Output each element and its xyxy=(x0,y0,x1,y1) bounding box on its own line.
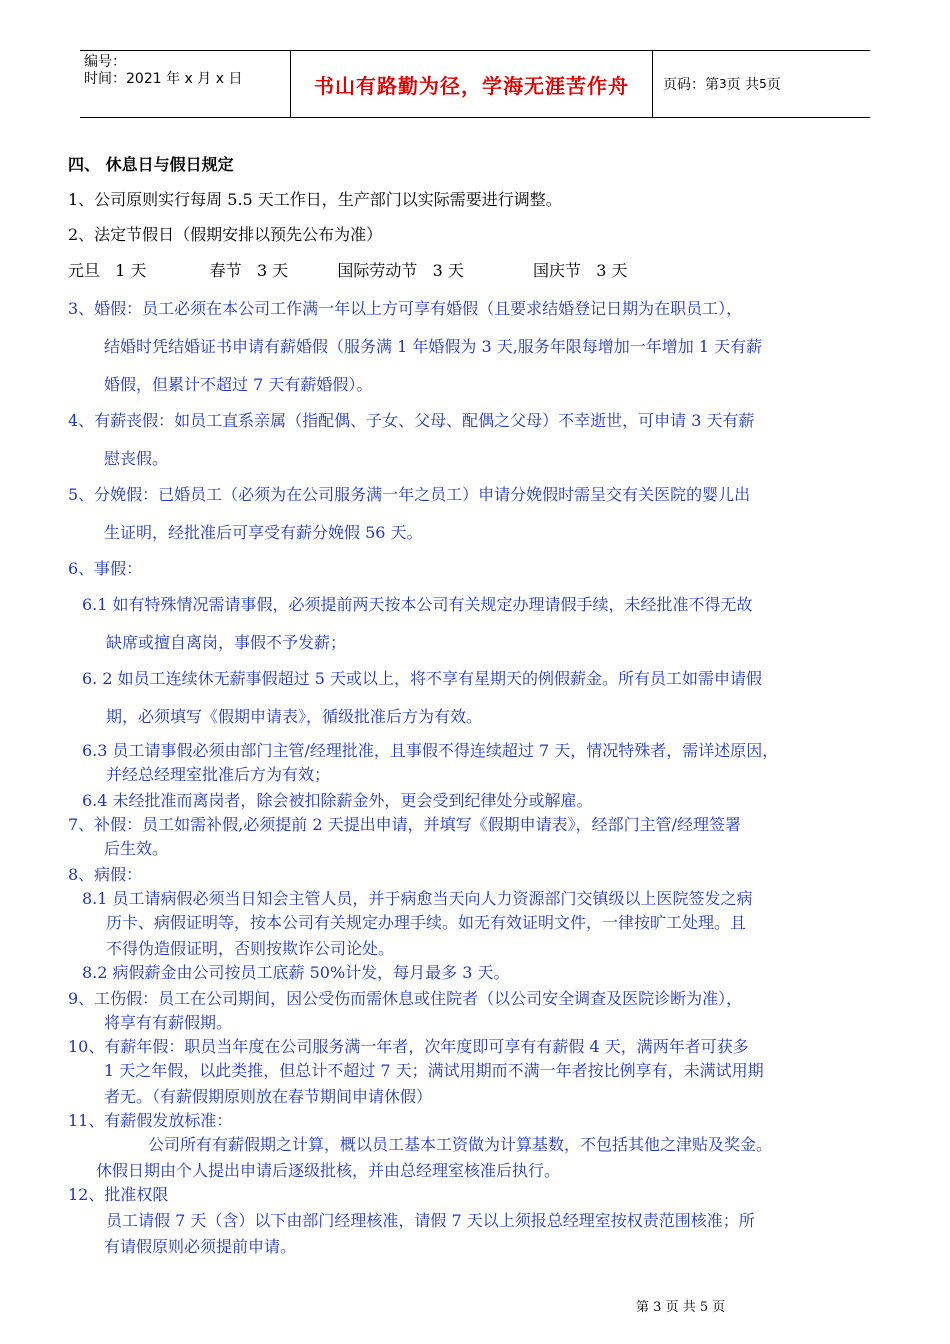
page-header xyxy=(80,50,870,118)
body-line: 缺席或擅自离岗，事假不予发薪； xyxy=(106,633,347,652)
body-line: 8.1 员工请病假必须当日知会主管人员，并于病愈当天向人力资源部门交镇级以上医院签发之病 xyxy=(82,889,753,908)
body-line: 4、有薪丧假：如员工直系亲属（指配偶、子女、父母、配偶之父母）不幸逝世，可申请 3 天有薪 xyxy=(68,411,755,430)
footer-total: 5 xyxy=(699,1300,709,1315)
body-line: 5、分娩假：已婚员工（必须为在公司服务满一年之员工）申请分娩假时需呈交有关医院的婴儿出 xyxy=(68,485,751,504)
page-suffix: 页 xyxy=(766,77,781,93)
body-line: 6.1 如有特殊情况需请事假，必须提前两天按本公司有关规定办理请假手续，未经批准不得无故 xyxy=(82,595,753,614)
header-motto: 书山有路勤为径，学海无涯苦作舟 xyxy=(290,51,653,117)
body-line: 6. 2 如员工连续休无薪事假超过 5 天或以上，将不享有星期天的例假薪金。所有员工如需申请假 xyxy=(82,669,762,688)
body-line: 将享有有薪假期。 xyxy=(104,1013,233,1032)
body-line: 并经总经理室批准后方为有效； xyxy=(106,765,331,784)
body-line: 婚假，但累计不超过 7 天有薪婚假）。 xyxy=(104,375,373,394)
body-line: 8、病假： xyxy=(68,865,143,884)
body-line: 6.4 未经批准而离岗者，除会被扣除薪金外，更会受到纪律处分或解雇。 xyxy=(82,791,593,810)
body-line: 8.2 病假薪金由公司按员工底薪 50%计发，每月最多 3 天。 xyxy=(82,963,510,982)
body-line: 历卡、病假证明等，按本公司有关规定办理手续。如无有效证明文件，一律按旷工处理。且 xyxy=(106,913,747,932)
body-line: 有请假原则必须提前申请。 xyxy=(104,1237,297,1256)
holiday-item: 国庆节 3 天 xyxy=(532,261,628,280)
holiday-item: 国际劳动节 3 天 xyxy=(337,261,464,280)
body-line: 期，必须填写《假期申请表》，循级批准后方为有效。 xyxy=(106,707,483,726)
body-line: 11、有薪假发放标准： xyxy=(68,1111,233,1130)
body-line: 1 天之年假，以此类推，但总计不超过 7 天；满试用期而不满一年者按比例享有，未满试用期 xyxy=(104,1061,764,1080)
body-line: 12、批准权限 xyxy=(68,1185,169,1204)
body-line: 10、有薪年假：职员当年度在公司服务满一年者，次年度即可享有有薪假 4 天，满两年者可获多 xyxy=(68,1037,749,1056)
section-title: 四、 休息日与假日规定 xyxy=(68,155,234,174)
page-total: 5 xyxy=(759,77,767,91)
body-line: 1、公司原则实行每周 5.5 天工作日，生产部门以实际需要进行调整。 xyxy=(68,190,562,209)
body-line: 3、婚假：员工必须在本公司工作满一年以上方可享有婚假（且要求结婚登记日期为在职员工）， xyxy=(68,299,743,318)
page-mid: 页 共 xyxy=(726,77,760,93)
body-line: 6、事假： xyxy=(68,559,143,578)
document-time: 时间：2021 年 x 月 x 日 xyxy=(84,71,243,87)
body-line: 9、工伤假：员工在公司期间，因公受伤而需休息或住院者（以公司安全调查及医院诊断为准）， xyxy=(68,989,743,1008)
body-line: 慰丧假。 xyxy=(104,449,169,468)
header-page-number xyxy=(653,51,870,117)
body-line: 不得伪造假证明，否则按欺诈公司论处。 xyxy=(106,939,395,958)
body-line: 2、法定节假日（假期安排以预先公布为准） xyxy=(68,225,383,244)
holiday-list xyxy=(68,258,628,281)
body-line: 者无。（有薪假期原则放在春节期间申请休假） xyxy=(104,1087,433,1106)
holiday-item: 元旦 1 天 xyxy=(68,261,147,280)
body-line: 休假日期由个人提出申请后逐级批核，并由总经理室核准后执行。 xyxy=(96,1161,561,1180)
header-meta xyxy=(80,51,290,117)
body-line: 公司所有有薪假期之计算，概以员工基本工资做为计算基数，不包括其他之津贴及奖金。 xyxy=(148,1135,773,1154)
page-footer: 第 3 页 共 5 页 xyxy=(636,1300,726,1315)
body-line: 后生效。 xyxy=(104,839,169,858)
body-line: 结婚时凭结婚证书申请有薪婚假（服务满 1 年婚假为 3 天,服务年限每增加一年增加 1 天有薪 xyxy=(104,337,763,356)
holiday-item: 春节 3 天 xyxy=(209,261,289,280)
body-line: 6.3 员工请事假必须由部门主管/经理批准，且事假不得连续超过 7 天，情况特殊者，需详述原因， xyxy=(82,741,779,760)
page-prefix: 页码：第 xyxy=(663,77,719,93)
footer-page: 3 xyxy=(653,1300,662,1315)
body-line: 7、补假：员工如需补假,必须提前 2 天提出申请，并填写《假期申请表》，经部门主管/经理签署 xyxy=(68,815,742,834)
page-current: 3 xyxy=(719,77,727,91)
body-line: 员工请假 7 天（含）以下由部门经理核准，请假 7 天以上须报总经理室按权责范围核准；所 xyxy=(106,1211,755,1230)
body-line: 生证明，经批准后可享受有薪分娩假 56 天。 xyxy=(104,523,423,542)
document-number-label: 编号： xyxy=(84,54,126,70)
